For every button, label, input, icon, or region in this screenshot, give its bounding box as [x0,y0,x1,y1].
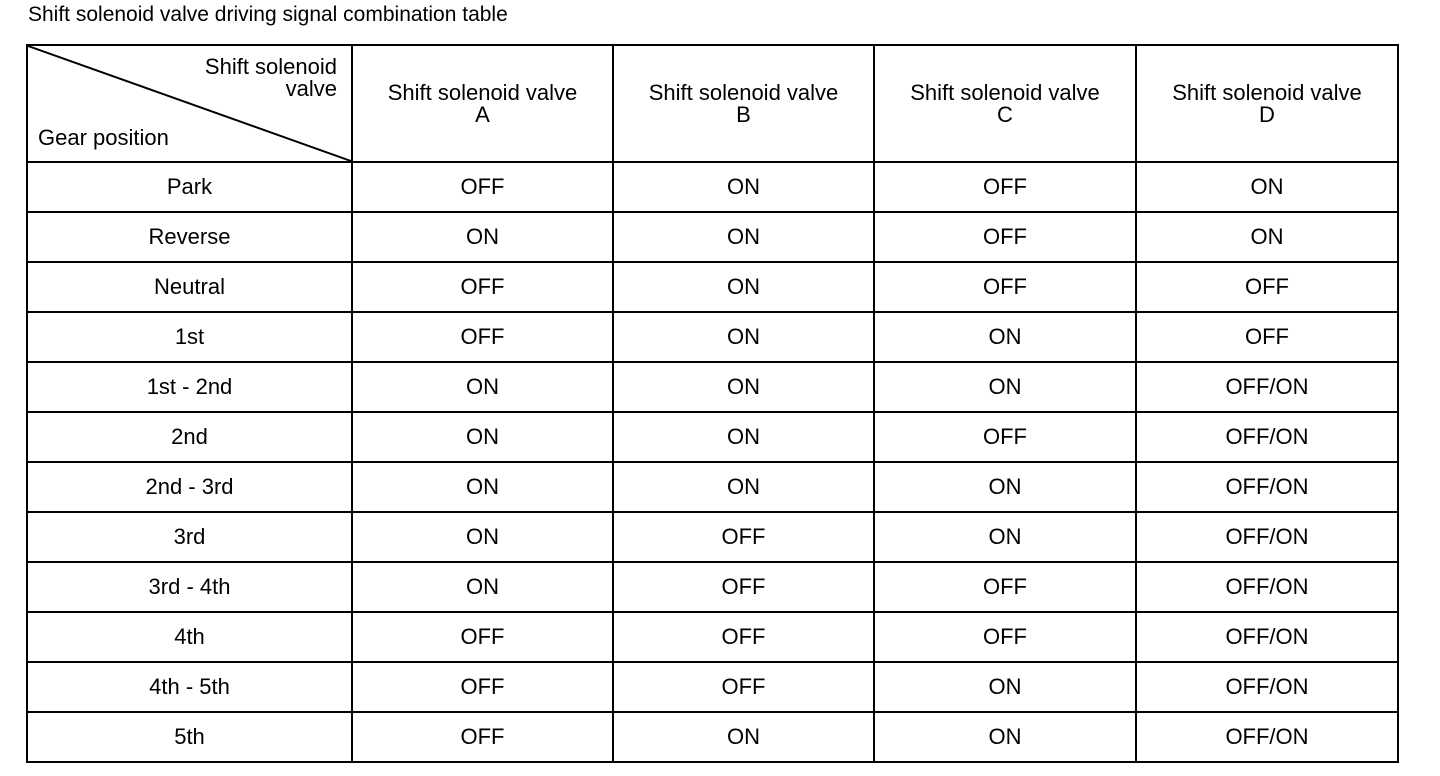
valve-d-state-cell: ON [1136,212,1398,262]
valve-c-state-cell: OFF [874,262,1136,312]
valve-c-state-cell: ON [874,462,1136,512]
valve-b-state-cell: ON [613,712,874,762]
valve-a-state-cell: OFF [352,312,613,362]
valve-c-state-cell: ON [874,712,1136,762]
valve-a-state-cell: ON [352,462,613,512]
gear-position-cell: 2nd [27,412,352,462]
valve-a-state-cell: ON [352,562,613,612]
valve-a-state-cell: ON [352,212,613,262]
table-row [27,212,1398,262]
valve-c-state-cell: ON [874,512,1136,562]
table-row [27,712,1398,762]
valve-a-state-cell: OFF [352,662,613,712]
valve-d-state-cell: OFF [1136,312,1398,362]
gear-position-cell: 3rd - 4th [27,562,352,612]
column-header-line2: C [997,101,1013,127]
valve-b-state-cell: ON [613,362,874,412]
table-row [27,512,1398,562]
valve-c-state-cell: ON [874,312,1136,362]
valve-d-state-cell: OFF/ON [1136,562,1398,612]
valve-a-state-cell: ON [352,512,613,562]
valve-d-state-cell: OFF/ON [1136,512,1398,562]
valve-a-state-cell: ON [352,412,613,462]
column-header-line2: A [475,101,490,127]
gear-position-cell: 1st - 2nd [27,362,352,412]
table-header-row [27,45,1398,162]
table-row [27,412,1398,462]
valve-a-state-cell: OFF [352,162,613,212]
column-header-valve-b [613,45,874,162]
corner-column-label-line1: Shift solenoid [204,54,337,79]
valve-c-state-cell: OFF [874,562,1136,612]
valve-a-state-cell: ON [352,362,613,412]
table-row [27,262,1398,312]
gear-position-cell: Park [27,162,352,212]
valve-b-state-cell: ON [613,262,874,312]
valve-b-state-cell: ON [613,312,874,362]
gear-position-cell: 5th [27,712,352,762]
corner-header-cell [27,45,352,162]
valve-c-state-cell: ON [874,662,1136,712]
corner-column-label-line2: valve [285,76,337,101]
gear-position-cell: Neutral [27,262,352,312]
gear-position-cell: 3rd [27,512,352,562]
table-row [27,162,1398,212]
gear-position-cell: 1st [27,312,352,362]
corner-row-label: Gear position [38,125,169,150]
table-row [27,312,1398,362]
valve-a-state-cell: OFF [352,262,613,312]
valve-d-state-cell: OFF/ON [1136,612,1398,662]
valve-b-state-cell: ON [613,412,874,462]
valve-b-state-cell: OFF [613,612,874,662]
gear-position-cell: 2nd - 3rd [27,462,352,512]
valve-b-state-cell: ON [613,462,874,512]
gear-position-cell: 4th - 5th [27,662,352,712]
gear-position-cell: Reverse [27,212,352,262]
column-header-line1: Shift solenoid valve [910,79,1100,105]
valve-c-state-cell: OFF [874,212,1136,262]
column-header-line1: Shift solenoid valve [387,79,578,105]
valve-b-state-cell: ON [613,162,874,212]
column-header-valve-d [1136,45,1398,162]
valve-d-state-cell: OFF [1136,262,1398,312]
valve-d-state-cell: OFF/ON [1136,462,1398,512]
column-header-line2: D [1259,101,1275,127]
valve-c-state-cell: OFF [874,162,1136,212]
valve-d-state-cell: OFF/ON [1136,712,1398,762]
column-header-valve-a [352,45,613,162]
valve-b-state-cell: OFF [613,562,874,612]
valve-c-state-cell: ON [874,362,1136,412]
valve-b-state-cell: OFF [613,512,874,562]
valve-c-state-cell: OFF [874,612,1136,662]
table-row [27,662,1398,712]
table-row [27,362,1398,412]
valve-d-state-cell: ON [1136,162,1398,212]
solenoid-signal-table [26,44,1399,763]
valve-d-state-cell: OFF/ON [1136,412,1398,462]
column-header-line1: Shift solenoid valve [648,79,839,105]
valve-d-state-cell: OFF/ON [1136,662,1398,712]
column-header-line2: B [736,101,751,127]
valve-b-state-cell: OFF [613,662,874,712]
table-row [27,612,1398,662]
valve-a-state-cell: OFF [352,612,613,662]
gear-position-cell: 4th [27,612,352,662]
valve-c-state-cell: OFF [874,412,1136,462]
column-header-valve-c [874,45,1136,162]
valve-a-state-cell: OFF [352,712,613,762]
corner-column-label [205,56,337,100]
table-row [27,562,1398,612]
column-header-line1: Shift solenoid valve [1172,79,1362,105]
valve-b-state-cell: ON [613,212,874,262]
table-row [27,462,1398,512]
table-title: Shift solenoid valve driving signal combination table [28,3,508,26]
valve-d-state-cell: OFF/ON [1136,362,1398,412]
